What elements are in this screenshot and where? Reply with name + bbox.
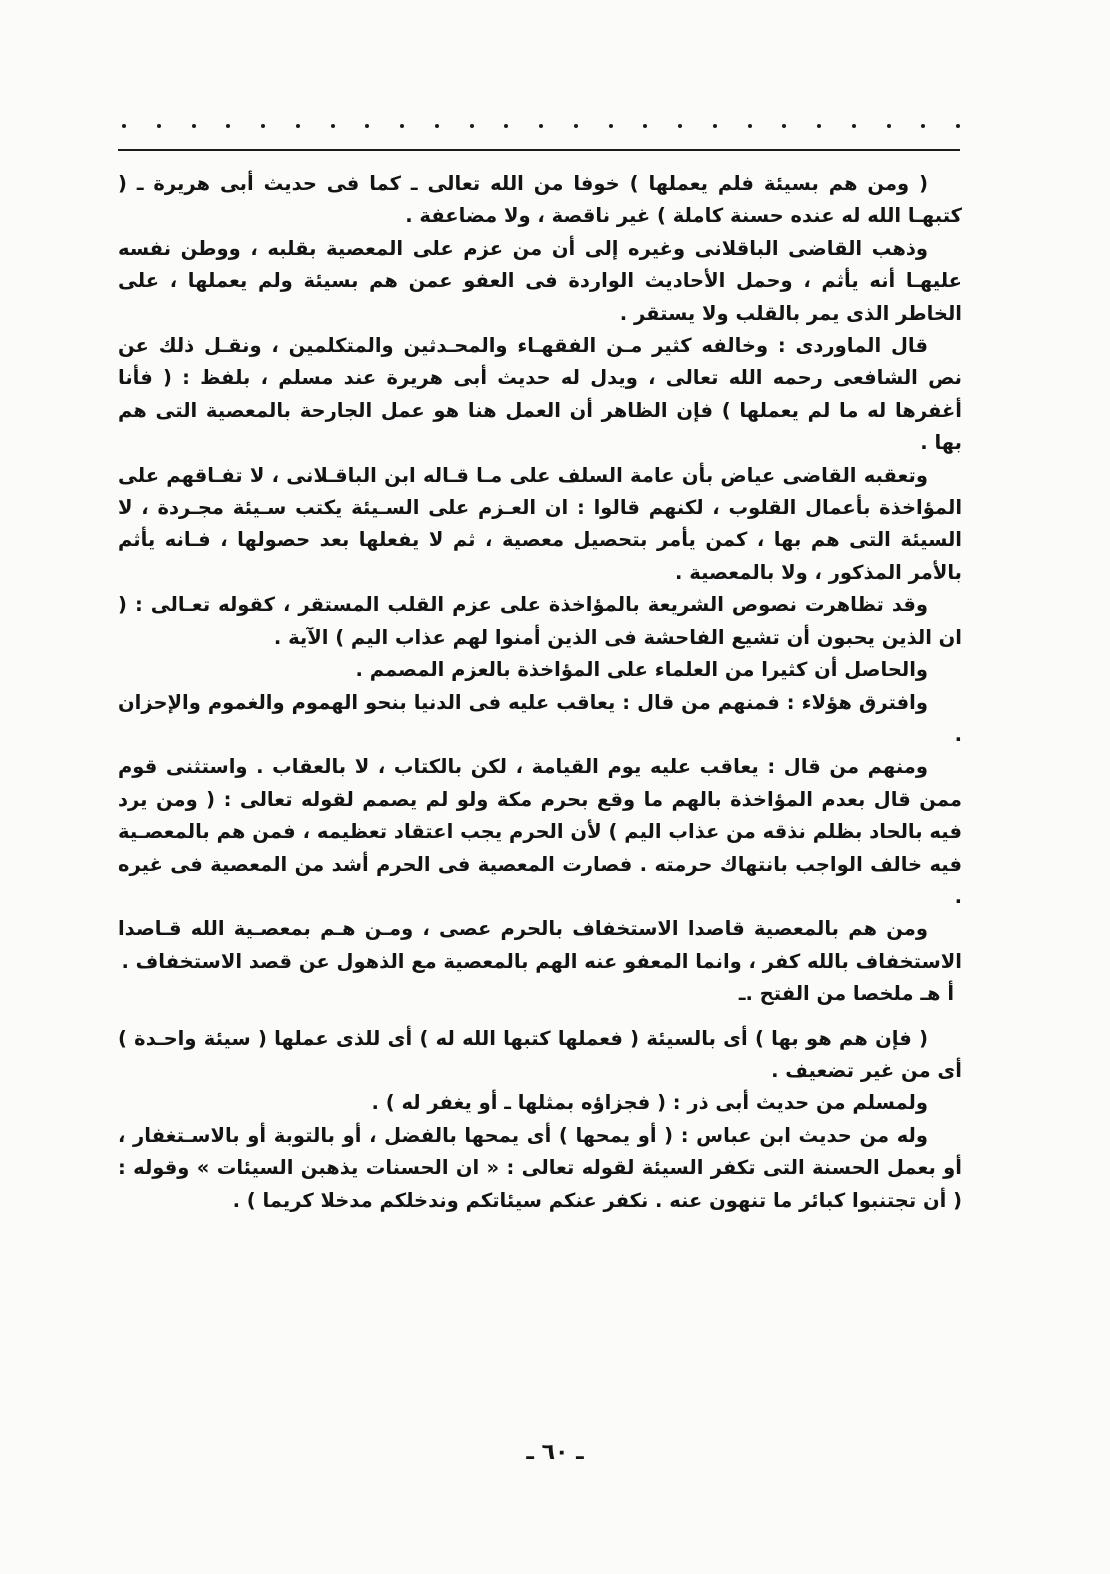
page-body: [118, 168, 962, 1217]
paragraph: وتعقبه القاضى عياض بأن عامة السلف على مـا قـاله ابن الباقـلانى ، لا تفـاقهم على المؤاخذة بأعمال القلوب ، لكنهم قالوا : ان العـزم على السـيئة يكتب سـيئة مجـردة ، لا السيئة التى هم بها ، كمن يأمر بتحصيل معصية ، ثم لا يفعلها بعد حصولها ، فـانه يأثم بالأمر المذكور ، ولا بالمعصية .: [118, 463, 962, 584]
paragraph: والحاصل أن كثيرا من العلماء على المؤاخذة بالعزم المصمم .: [355, 658, 928, 682]
header-rule: [118, 149, 960, 151]
header-dot: [192, 124, 196, 128]
page-number: ـ ٦٠ ـ: [526, 1440, 584, 1465]
header-dot: [157, 124, 161, 128]
header-dot: [921, 124, 925, 128]
header-dot: [226, 124, 230, 128]
header-dot: [887, 124, 891, 128]
header-dot: [748, 124, 752, 128]
header-dot: [539, 124, 543, 128]
paragraph: وله من حديث ابن عباس : ( أو يمحها ) أى يمحها بالفضل ، أو بالتوبة أو بالاسـتغفار ، أو بعمل الحسنة التى تكفر السيئة لقوله تعالى : « ان الحسنات يذهبن السيئات » وقوله : ( أن تجتنبوا كبائر ما تنهون عنه . نكفر عنكم سيئاتكم وندخلكم مدخلا كريما ) .: [118, 1123, 962, 1212]
header-dot: [713, 124, 717, 128]
header-dot: [574, 124, 578, 128]
header-dot: [504, 124, 508, 128]
paragraph: قال الماوردى : وخالفه كثير مـن الفقهـاء والمحـدثين والمتكلمين ، ونقـل ذلك عن نص الشافعى رحمه الله تعالى ، ويدل له حديث أبى هريرة عند مسلم ، بلفظ : ( فأنا أغفرها له ما لم يعملها ) فإن الظاهر أن العمل هنا هو عمل الجارحة بالمعصية التى هم بها .: [118, 334, 962, 455]
paragraph: وقد تظاهرت نصوص الشريعة بالمؤاخذة على عزم القلب المستقر ، كقوله تعـالى : ( ان الذين يحبون أن تشيع الفاحشة فى الذين أمنوا لهم عذاب اليم ) الآية .: [118, 593, 962, 649]
citation-line: أ هـ ملخصا من الفتح .ـ: [738, 982, 954, 1006]
paragraph: ولمسلم من حديث أبى ذر : ( فجزاؤه بمثلها ـ أو يغفر له ) .: [371, 1091, 928, 1115]
header-dot: [296, 124, 300, 128]
header-dot: [400, 124, 404, 128]
paragraph: وذهب القاضى الباقلانى وغيره إلى أن من عزم على المعصية بقلبه ، ووطن نفسه عليهـا أنه يأثم ، وحمل الأحاديث الواردة فى العفو عمن هم بسيئة ولم يعملها ، على الخاطر الذى يمر بالقلب ولا يستقر .: [118, 236, 962, 325]
header-dot: [331, 124, 335, 128]
paragraph: ومنهم من قال : يعاقب عليه يوم القيامة ، لكن بالكتاب ، لا بالعقاب . واستثنى قوم ممن قال بعدم المؤاخذة بالهم ما وقع بحرم مكة ولو لم يصمم لقوله تعالى : ( ومن يرد فيه بالحاد بظلم نذقه من عذاب اليم ) لأن الحرم يجب اعتقاد تعظيمه ، فمن هم بالمعصـية فيه خالف الواجب بانتهاك حرمته . فصارت المعصية فى الحرم أشد من المعصية فى غيره .: [118, 755, 962, 908]
header-dot: [678, 124, 682, 128]
paragraph: ( ومن هم بسيئة فلم يعملها ) خوفا من الله تعالى ـ كما فى حديث أبى هريرة ـ ( كتبهـا الله له عنده حسنة كاملة ) غير ناقصة ، ولا مضاعفة .: [118, 172, 962, 228]
header-dot: [365, 124, 369, 128]
header-dot: [852, 124, 856, 128]
header-dot: [261, 124, 265, 128]
header-dot: [435, 124, 439, 128]
header-dot: [609, 124, 613, 128]
header-dot-row: [122, 124, 960, 128]
paragraph: ( فإن هم هو بها ) أى بالسيئة ( فعملها كتبها الله له ) أى للذى عملها ( سيئة واحـدة ) أى من غير تضعيف .: [118, 1026, 962, 1082]
paragraph: ومن هم بالمعصية قاصدا الاستخفاف بالحرم عصى ، ومـن هـم بمعصـية الله قـاصدا الاستخفاف بالله كفر ، وانما المعفو عنه الهم بالمعصية مع الذهول عن قصد الاستخفاف .: [118, 917, 962, 973]
header-dot: [470, 124, 474, 128]
header-dot: [643, 124, 647, 128]
header-dot: [122, 124, 126, 128]
header-dot: [782, 124, 786, 128]
paragraph: وافترق هؤلاء : فمنهم من قال : يعاقب عليه فى الدنيا بنحو الهموم والغموم والإحزان .: [118, 690, 962, 746]
header-dot: [956, 124, 960, 128]
header-dot: [817, 124, 821, 128]
